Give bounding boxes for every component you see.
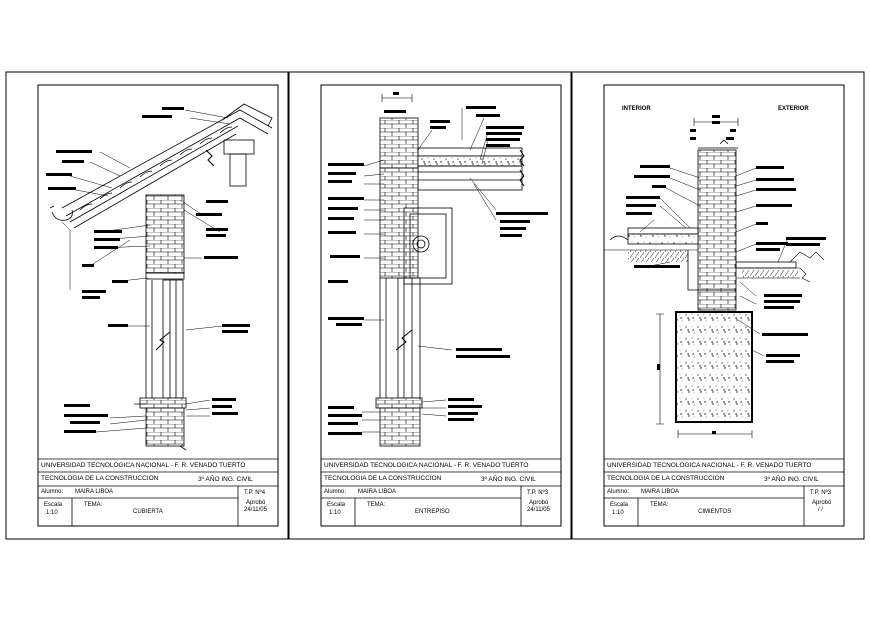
approved-label: Aprobó bbox=[246, 500, 266, 506]
approved-date: / / bbox=[818, 507, 824, 513]
title-block-lines bbox=[38, 459, 844, 526]
institution-text: UNIVERSIDAD TECNOLOGICA NACIONAL - F. R. VENADO TUERTO bbox=[41, 462, 246, 469]
student-label: Alumno: bbox=[607, 489, 630, 495]
inner-frame-2 bbox=[321, 85, 561, 526]
course-text: 3º AÑO ING. CIVIL bbox=[764, 476, 819, 483]
approved-label: Aprobó bbox=[529, 500, 549, 506]
subject-text: TECNOLOGIA DE LA CONSTRUCCION bbox=[607, 475, 725, 482]
tp-number: T.P. Nº4 bbox=[244, 490, 266, 496]
scale-value: 1:10 bbox=[46, 510, 58, 516]
tp-number: T.P. Nº3 bbox=[810, 490, 832, 496]
scale-label: Escala bbox=[610, 502, 629, 508]
subject-text: TECNOLOGIA DE LA CONSTRUCCION bbox=[41, 475, 159, 482]
course-text: 3º AÑO ING. CIVIL bbox=[198, 476, 253, 483]
subject-text: TECNOLOGIA DE LA CONSTRUCCION bbox=[324, 475, 442, 482]
student-name: MAIRA LIBOA bbox=[641, 489, 680, 495]
approved-date: 24/11/05 bbox=[527, 507, 550, 513]
tema-value: CIMIENTOS bbox=[698, 509, 732, 515]
institution-text: UNIVERSIDAD TECNOLOGICA NACIONAL - F. R. VENADO TUERTO bbox=[607, 462, 812, 469]
institution-text: UNIVERSIDAD TECNOLOGICA NACIONAL - F. R. VENADO TUERTO bbox=[324, 462, 529, 469]
course-text: 3º AÑO ING. CIVIL bbox=[481, 476, 536, 483]
roof-detail-drawing bbox=[46, 104, 272, 450]
approved-date: 24/11/05 bbox=[244, 507, 267, 513]
tema-label: TEMA: bbox=[84, 502, 103, 508]
tema-value: ENTREPISO bbox=[415, 509, 450, 515]
student-name: MAIRA LIBOA bbox=[75, 489, 114, 495]
tp-number: T.P. Nº3 bbox=[527, 490, 549, 496]
interior-label: INTERIOR bbox=[622, 106, 651, 112]
student-label: Alumno: bbox=[324, 489, 347, 495]
scale-value: 1:10 bbox=[612, 510, 624, 516]
scale-label: Escala bbox=[327, 502, 346, 508]
floor-detail-drawing bbox=[328, 92, 548, 446]
scale-label: Escala bbox=[44, 502, 63, 508]
exterior-label: EXTERIOR bbox=[778, 106, 809, 112]
foundation-detail-drawing bbox=[604, 115, 826, 438]
scale-value: 1:10 bbox=[329, 510, 341, 516]
tema-label: TEMA: bbox=[367, 502, 386, 508]
student-label: Alumno: bbox=[41, 489, 64, 495]
student-name: MAIRA LIBOA bbox=[358, 489, 397, 495]
tema-label: TEMA: bbox=[650, 502, 669, 508]
approved-label: Aprobó bbox=[812, 500, 832, 506]
tema-value: CUBIERTA bbox=[133, 509, 163, 515]
